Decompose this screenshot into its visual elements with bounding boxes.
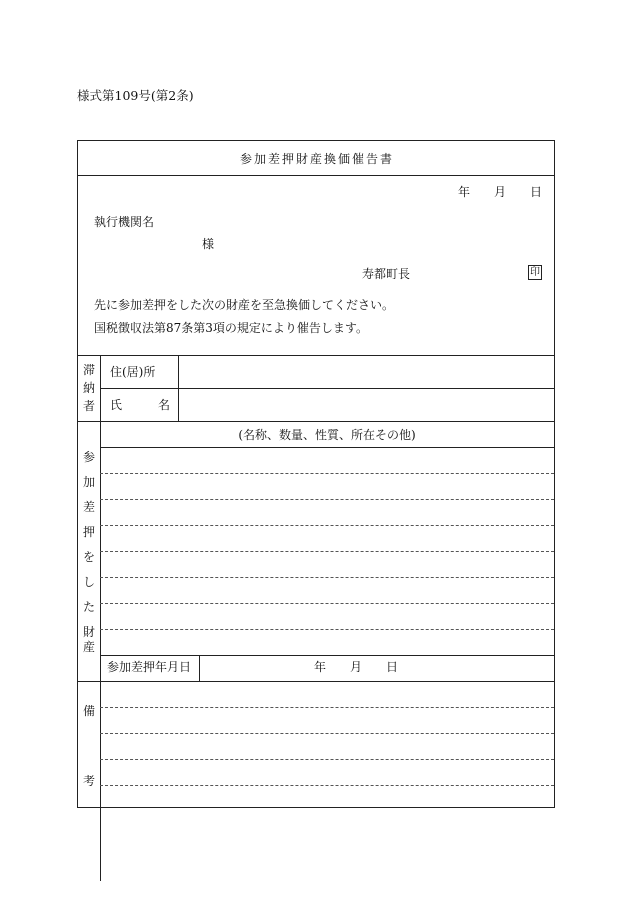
form-table — [77, 140, 555, 808]
taxpayer-section-divider — [78, 421, 554, 422]
property-header: (名称、数量、性質、所在その他) — [238, 428, 416, 442]
remarks-dotted-line — [100, 707, 554, 708]
issuer-name: 寿都町長 — [362, 267, 411, 281]
body-line-1: 先に参加差押をした次の財産を至急換価してください。 — [94, 298, 395, 312]
taxpayer-label-char: 納 — [82, 381, 95, 395]
seizure-date-label: 参加差押年月日 — [107, 660, 192, 674]
property-label-char: し — [82, 575, 95, 589]
property-dotted-line — [100, 603, 554, 604]
form-title: 参加差押財産換価催告書 — [239, 152, 394, 166]
seizure-date-divider — [199, 655, 200, 681]
address-label: 住(居)所 — [110, 365, 156, 379]
header-divider — [78, 355, 554, 356]
seizure-month-label: 月 — [350, 660, 363, 674]
remarks-label-char: 備 — [82, 704, 95, 718]
taxpayer-label-char: 滞 — [82, 363, 95, 377]
form-number: 様式第109号(第2条) — [77, 88, 194, 103]
body-line-2: 国税徴収法第87条第3項の規定により催告します。 — [94, 321, 368, 335]
date-month-label: 月 — [494, 185, 507, 199]
address-row-divider — [100, 388, 554, 389]
property-list-divider — [100, 655, 554, 656]
property-dotted-line — [100, 499, 554, 500]
property-label-char: 産 — [82, 640, 95, 654]
seal-mark: 印 — [530, 267, 540, 278]
property-label-char: た — [82, 600, 95, 614]
remarks-label-char: 考 — [82, 774, 95, 788]
name-label-second: 名 — [158, 398, 171, 412]
property-label-char: 参 — [82, 450, 95, 464]
property-label-char: 財 — [82, 625, 95, 639]
property-dotted-line — [100, 629, 554, 630]
date-year-label: 年 — [458, 185, 471, 199]
property-label-char: 押 — [82, 525, 95, 539]
property-label-char: を — [82, 550, 95, 564]
agency-label: 執行機関名 — [94, 215, 155, 229]
property-header-divider — [100, 447, 554, 448]
property-dotted-line — [100, 577, 554, 578]
name-label-first: 氏 — [110, 398, 123, 412]
taxpayer-label-char: 者 — [82, 399, 95, 413]
remarks-dotted-line — [100, 759, 554, 760]
property-dotted-line — [100, 473, 554, 474]
property-dotted-line — [100, 551, 554, 552]
remarks-dotted-line — [100, 785, 554, 786]
property-label-char: 加 — [82, 475, 95, 489]
title-divider — [78, 175, 554, 176]
seizure-year-label: 年 — [314, 660, 327, 674]
remarks-dotted-line — [100, 733, 554, 734]
property-section-divider — [78, 681, 554, 682]
date-day-label: 日 — [530, 185, 543, 199]
addressee-honorific: 様 — [202, 237, 215, 251]
property-label-char: 差 — [82, 500, 95, 514]
property-dotted-line — [100, 525, 554, 526]
seizure-day-label: 日 — [386, 660, 399, 674]
